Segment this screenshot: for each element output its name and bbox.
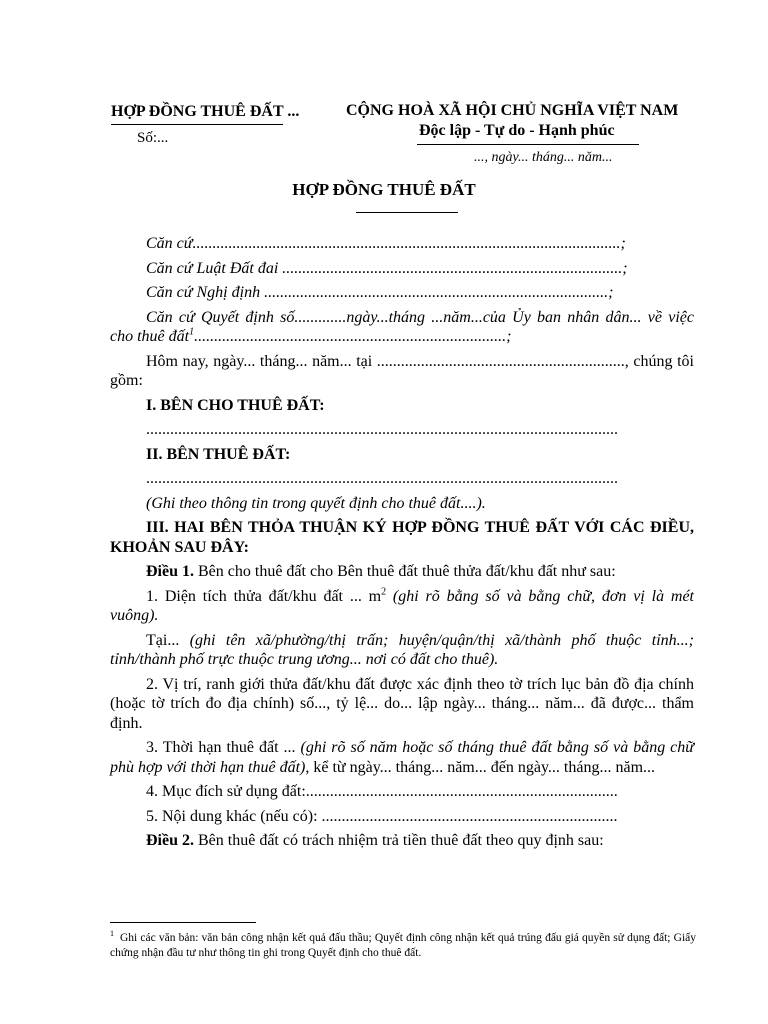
legal-basis-4 bbox=[110, 308, 694, 347]
contract-number: Số:... bbox=[137, 130, 169, 146]
legal-basis-2: Căn cứ Luật Đất đai .....................................................................................; bbox=[146, 259, 628, 277]
footnote-text: Ghi các văn bản: văn bản công nhận kết quả đấu thầu; Quyết định công nhận kết quả trúng đấu giá quyền sử dụng đất; Giấy chứng nhận đầu tư như thông tin ghi trong Quyết định cho thuê đất. bbox=[110, 931, 696, 959]
clause-4-purpose: 4. Mục đích sử dụng đất:.............................................................................. bbox=[146, 783, 618, 800]
national-title: CỘNG HOÀ XÃ HỘI CHỦ NGHĨA VIỆT NAM bbox=[346, 102, 679, 119]
clause-1-note: (ghi rõ bằng số và bằng chữ, đơn vị là mét vuông). bbox=[110, 587, 694, 624]
fill-instruction: (Ghi theo thông tin trong quyết định cho thuê đất....). bbox=[146, 494, 486, 512]
article-2-label: Điều 2. bbox=[146, 832, 194, 849]
article-2-text: Bên thuê đất có trách nhiệm trả tiền thuê đất theo quy định sau: bbox=[194, 832, 604, 849]
document-body bbox=[110, 234, 694, 856]
clause-location bbox=[110, 631, 694, 670]
location-text: Tại... bbox=[146, 631, 180, 649]
article-2 bbox=[110, 831, 694, 851]
legal-basis-4-dots: ..............................................................................; bbox=[194, 328, 512, 345]
section-lessee-heading: II. BÊN THUÊ ĐẤT: bbox=[146, 445, 291, 463]
clause-3-dates: , kể từ ngày... tháng... năm... đến ngày... tháng... năm... bbox=[305, 758, 656, 776]
square-superscript: 2 bbox=[381, 586, 387, 598]
header-underline-left bbox=[111, 124, 283, 125]
clause-3-text: 3. Thời hạn thuê đất ... bbox=[146, 739, 296, 756]
lessee-info-line: ...................................................................................................................... bbox=[146, 470, 618, 487]
footnote-ref: 1 bbox=[189, 326, 195, 338]
clause-3-term bbox=[110, 738, 694, 777]
section-lessor-heading: I. BÊN CHO THUÊ ĐẤT: bbox=[146, 396, 325, 414]
clause-3-note: (ghi rõ số năm hoặc số tháng thuê đất bằng số và bằng chữ phù hợp với thời hạn thuê đất) bbox=[110, 739, 694, 776]
document-title: HỢP ĐỒNG THUÊ ĐẤT bbox=[292, 180, 476, 199]
article-1-label: Điều 1. bbox=[146, 563, 194, 580]
footnote bbox=[110, 926, 696, 961]
legal-basis-1: Căn cứ...........................................................................................................; bbox=[146, 235, 626, 252]
location-note: (ghi tên xã/phường/thị trấn; huyện/quận/thị xã/thành phố thuộc tỉnh...; tỉnh/thành phố trực thuộc trung ương... nơi có đất cho thuê). bbox=[110, 631, 694, 668]
clause-1-text: 1. Diện tích thửa đất/khu đất ... m bbox=[146, 587, 382, 605]
opening-statement: Hôm nay, ngày... tháng... năm... tại .............................................................., chúng tôi gồm: bbox=[110, 352, 694, 389]
article-1 bbox=[110, 562, 694, 582]
header-underline-right bbox=[417, 144, 639, 145]
national-motto: Độc lập - Tự do - Hạnh phúc bbox=[419, 122, 615, 139]
legal-basis-4-text: Căn cứ Quyết định số.............ngày...tháng ...năm...của Ủy ban nhân dân... về việc cho thuê đất bbox=[110, 308, 694, 345]
section-agreement-heading: III. HAI BÊN THỎA THUẬN KÝ HỢP ĐỒNG THUÊ ĐẤT VỚI CÁC ĐIỀU, KHOẢN SAU ĐÂY: bbox=[110, 519, 694, 556]
footnote-separator bbox=[110, 922, 256, 923]
date-line: ..., ngày... tháng... năm... bbox=[474, 150, 613, 165]
clause-5-other: 5. Nội dung khác (nếu có): .......................................................................... bbox=[146, 807, 618, 825]
clause-2-boundary: 2. Vị trí, ranh giới thửa đất/khu đất được xác định theo tờ trích lục bản đồ địa chính (hoặc tờ trích đo địa chính) số..., tỷ lệ... do... lập ngày... tháng... năm... đã được... thẩm định. bbox=[110, 675, 694, 732]
title-underline bbox=[356, 212, 458, 213]
article-1-text: Bên cho thuê đất cho Bên thuê đất thuê thửa đất/khu đất như sau: bbox=[194, 563, 616, 580]
legal-basis-3: Căn cứ Nghị định ......................................................................................; bbox=[146, 284, 614, 301]
footnote-number: 1 bbox=[110, 929, 114, 938]
lessor-info-line: ...................................................................................................................... bbox=[146, 421, 618, 438]
clause-1-area bbox=[110, 587, 694, 626]
contract-header-title: HỢP ĐỒNG THUÊ ĐẤT ... bbox=[111, 103, 300, 120]
